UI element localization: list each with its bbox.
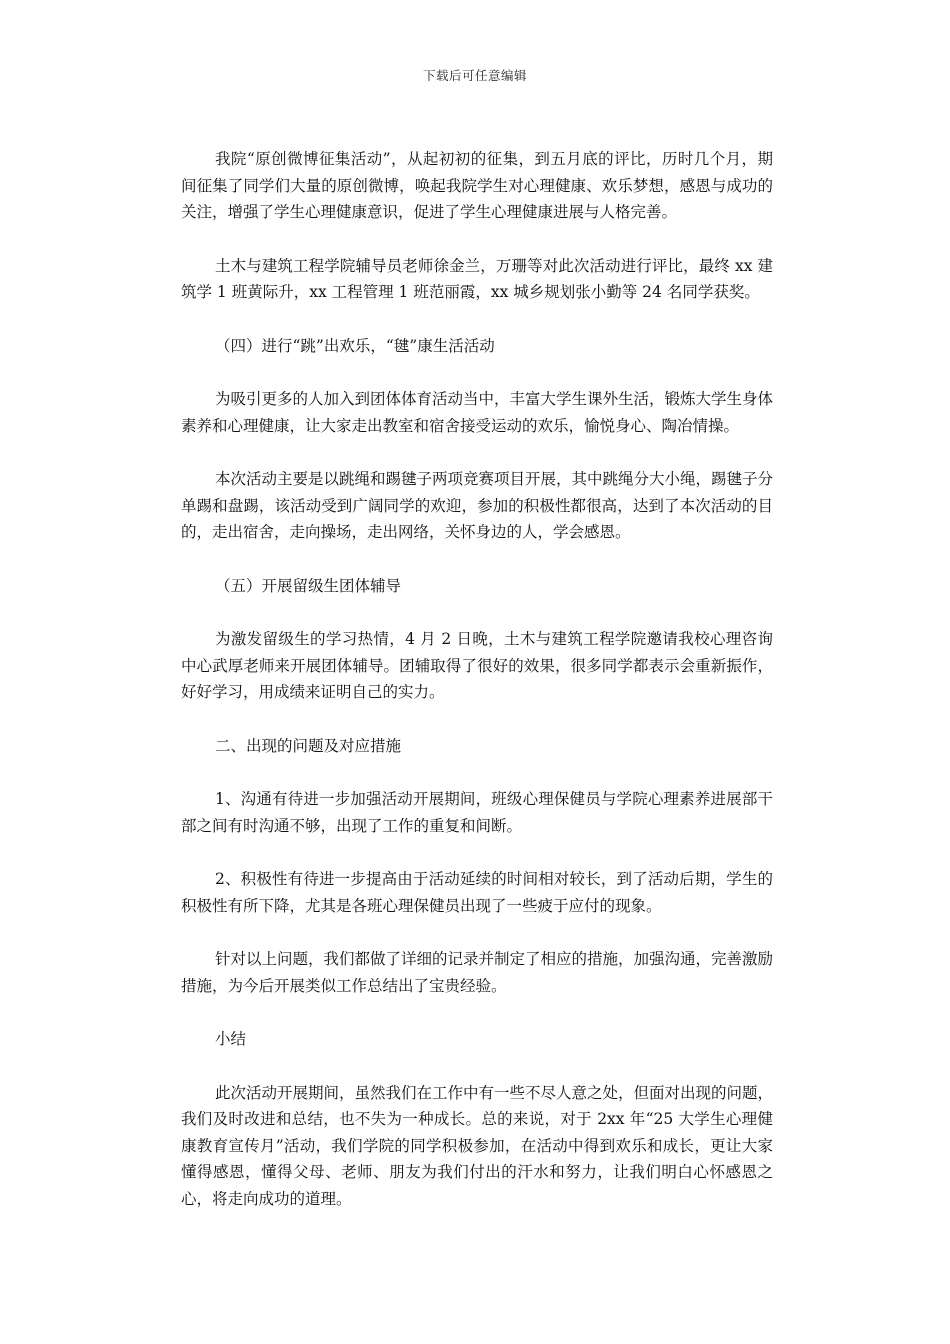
paragraph-sports-details: 本次活动主要是以跳绳和踢毽子两项竞赛项目开展，其中跳绳分大小绳，踢毽子分单踢和盘踢，该活动受到广阔同学的欢迎，参加的积极性都很高，达到了本次活动的目的，走出宿舍，走向操场，走出网络，关怀身边的人，学会感恩。: [181, 470, 774, 541]
paragraph-sports-purpose: 为吸引更多的人加入到团体体育活动当中，丰富大学生课外生活，锻炼大学生身体素养和心理健康，让大家走出教室和宿舍接受运动的欢乐，愉悦身心、陶冶情操。: [181, 390, 774, 435]
paragraph-weibo-activity: 我院“原创微博征集活动”，从起初初的征集，到五月底的评比，历时几个月，期间征集了同学们大量的原创微博，唤起我院学生对心理健康、欢乐梦想，感恩与成功的关注，增强了学生心理健康意识，促进了学生心理健康进展与人格完善。: [181, 150, 773, 221]
section-heading-4: （四）进行“跳”出欢乐，“毽”康生活活动: [215, 336, 495, 355]
section-heading-problems: 二、出现的问题及对应措施: [215, 736, 402, 755]
paragraph-summary: 此次活动开展期间，虽然我们在工作中有一些不尽人意之处，但面对出现的问题，我们及时改进和总结，也不失为一种成长。总的来说，对于 2xx 年“25 大学生心理健康教育宣传月”活动，我们学院的同学积极参加，在活动中得到欢乐和成长，更让大家懂得感恩，懂得父母、老师、朋友为我们付出的汗水和努力，让我们明白心怀感恩之心，将走向成功的道理。: [181, 1083, 774, 1208]
paragraph-problem-communication: 1、沟通有待进一步加强活动开展期间，班级心理保健员与学院心理素养进展部干部之间有时沟通不够，出现了工作的重复和间断。: [181, 790, 773, 835]
paragraph-weibo-awards: 土木与建筑工程学院辅导员老师徐金兰，万珊等对此次活动进行评比，最终 xx 建筑学 1 班黄际升，xx 工程管理 1 班范丽霞，xx 城乡规划张小勤等 24 名同学获奖。: [181, 256, 773, 301]
page-header: 下载后可任意编辑: [422, 68, 527, 83]
section-heading-summary: 小结: [215, 1030, 247, 1048]
paragraph-measures: 针对以上问题，我们都做了详细的记录并制定了相应的措施，加强沟通，完善激励措施，为今后开展类似工作总结出了宝贵经验。: [181, 950, 774, 995]
paragraph-group-counseling: 为激发留级生的学习热情，4 月 2 日晚，土木与建筑工程学院邀请我校心理咨询中心武厚老师来开展团体辅导。团辅取得了很好的效果，很多同学都表示会重新振作，好好学习，用成绩来证明自己的实力。: [181, 630, 773, 701]
document-body: [181, 146, 773, 1212]
paragraph-problem-motivation: 2、积极性有待进一步提高由于活动延续的时间相对较长，到了活动后期，学生的积极性有所下降，尤其是各班心理保健员出现了一些疲于应付的现象。: [181, 870, 773, 915]
section-heading-5: （五）开展留级生团体辅导: [215, 576, 402, 595]
